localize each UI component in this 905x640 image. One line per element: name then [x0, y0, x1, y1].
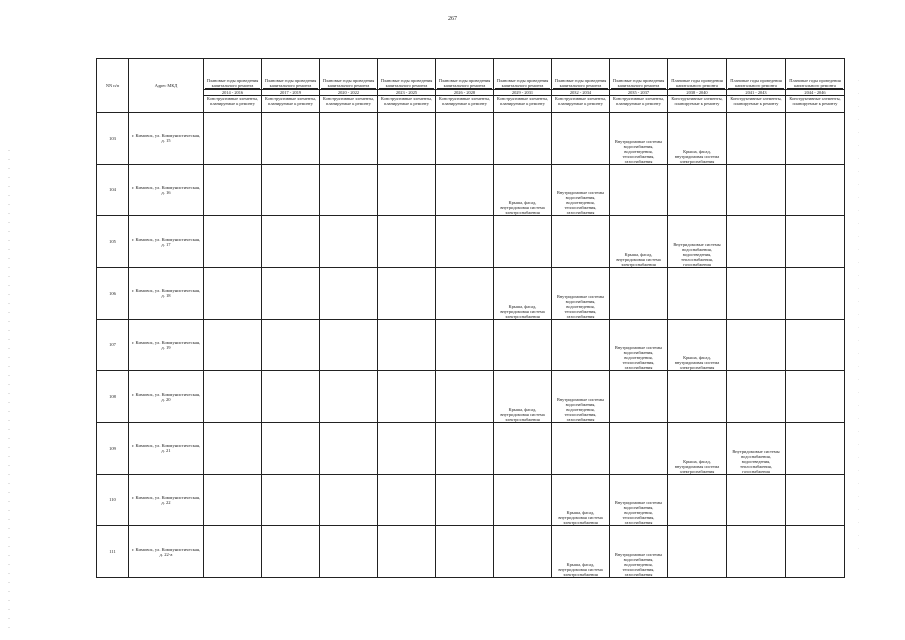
schedule-cell	[320, 216, 378, 268]
page-number: 267	[448, 16, 457, 22]
schedule-cell	[494, 526, 552, 578]
schedule-cell	[204, 526, 262, 578]
schedule-cell	[610, 422, 668, 474]
header-elements-caption: Конструктивные элементы, планируемые к ремонту	[378, 96, 436, 113]
schedule-cell	[436, 267, 494, 319]
row-address: г. Кимовск, ул. Коммунистическая, д. 21	[129, 422, 204, 474]
planned-work-text: Внутридомовые системы водоснабжения, водоотведения, теплоснабжения, газоснабжения	[556, 293, 605, 319]
header-period-years: 2014 - 2016	[204, 90, 262, 96]
schedule-cell	[552, 422, 610, 474]
schedule-cell	[262, 267, 320, 319]
planned-work-text: Крыша, фасад, внутридомовая система электроснабжения	[616, 251, 661, 267]
header-elements-caption: Конструктивные элементы, планируемые к ремонту	[204, 96, 262, 113]
schedule-cell	[204, 371, 262, 423]
table-row	[97, 216, 845, 268]
planned-work-text: Внутридомовые системы водоснабжения, водоотведения, теплоснабжения, газоснабжения	[614, 345, 663, 371]
schedule-cell	[668, 216, 727, 268]
schedule-cell	[262, 319, 320, 371]
schedule-cell	[204, 164, 262, 216]
row-address: г. Кимовск, ул. Коммунистическая, д. 22-а	[129, 526, 204, 578]
header-period-years: 2044 - 2046	[786, 90, 845, 96]
schedule-cell	[378, 526, 436, 578]
header-period-title	[786, 59, 845, 90]
schedule-cell	[727, 319, 786, 371]
header-period-title	[727, 59, 786, 90]
planned-work-text: Внутридомовые системы водоснабжения, водоотведения, теплоснабжения, газоснабжения	[556, 396, 605, 422]
schedule-cell	[436, 113, 494, 165]
schedule-cell	[436, 164, 494, 216]
header-period-years: 2035 - 2037	[610, 90, 668, 96]
row-number: 109	[97, 422, 129, 474]
schedule-cell	[786, 474, 845, 526]
schedule-cell	[320, 164, 378, 216]
schedule-cell	[668, 474, 727, 526]
header-period-years: 2041 - 2043	[727, 90, 786, 96]
schedule-cell	[320, 267, 378, 319]
schedule-cell	[204, 474, 262, 526]
schedule-cell	[378, 216, 436, 268]
schedule-cell	[494, 164, 552, 216]
schedule-cell	[378, 113, 436, 165]
header-period-title	[552, 59, 610, 90]
header-period-years: 2026 - 2028	[436, 90, 494, 96]
header-period-title-text: Плановые годы проведения капитального ремонта	[496, 77, 549, 88]
row-number: 110	[97, 474, 129, 526]
schedule-cell	[262, 474, 320, 526]
row-number: 106	[97, 267, 129, 319]
header-period-years: 2023 - 2025	[378, 90, 436, 96]
row-address: г. Кимовск, ул. Коммунистическая, д. 20	[129, 371, 204, 423]
repair-schedule-table	[96, 58, 845, 578]
schedule-cell	[204, 113, 262, 165]
schedule-cell	[320, 526, 378, 578]
schedule-cell	[668, 113, 727, 165]
scan-margin-specks	[8, 150, 10, 630]
header-period-title-text: Плановые годы проведения капитального ремонта	[728, 78, 784, 90]
schedule-cell	[436, 319, 494, 371]
planned-work-text: Крыша, фасад, внутридомовая система электроснабжения	[500, 303, 545, 319]
header-period-title-text: Плановые годы проведения капитального ремонта	[438, 77, 491, 88]
schedule-cell	[436, 474, 494, 526]
row-number: 103	[97, 113, 129, 165]
header-address: Адрес МКД	[129, 59, 204, 113]
schedule-cell	[727, 216, 786, 268]
header-elements-caption: Конструктивные элементы, планируемые к ремонту	[494, 96, 552, 113]
schedule-cell	[494, 267, 552, 319]
row-number: 107	[97, 319, 129, 371]
schedule-cell	[727, 371, 786, 423]
planned-work-text: Внутридомовые системы водоснабжения, водоотведения, теплоснабжения, газоснабжения	[732, 448, 780, 474]
header-period-years: 2032 - 2034	[552, 90, 610, 96]
schedule-cell	[610, 526, 668, 578]
row-number: 111	[97, 526, 129, 578]
header-period-title	[262, 59, 320, 90]
header-period-title-text: Плановые годы проведения капитального ремонта	[206, 77, 259, 88]
header-period-title-text: Плановые годы проведения капитального ремонта	[380, 77, 433, 88]
schedule-cell	[262, 164, 320, 216]
schedule-cell	[610, 474, 668, 526]
schedule-cell	[262, 526, 320, 578]
schedule-cell	[436, 422, 494, 474]
schedule-cell	[378, 319, 436, 371]
schedule-cell	[262, 371, 320, 423]
schedule-cell	[320, 422, 378, 474]
repair-schedule-sheet	[96, 58, 844, 577]
header-period-years: 2017 - 2019	[262, 90, 320, 96]
schedule-cell	[494, 422, 552, 474]
header-period-years: 2038 - 2040	[668, 90, 727, 96]
header-period-years: 2020 - 2022	[320, 90, 378, 96]
planned-work-text: Крыша, фасад, внутридомовая система электроснабжения	[500, 200, 545, 216]
schedule-cell	[378, 371, 436, 423]
schedule-cell	[320, 474, 378, 526]
table-row	[97, 319, 845, 371]
scan-margin-specks-right	[858, 80, 859, 560]
schedule-cell	[786, 526, 845, 578]
header-period-title	[668, 59, 727, 90]
schedule-cell	[786, 422, 845, 474]
schedule-cell	[727, 267, 786, 319]
table-row	[97, 526, 845, 578]
header-period-title	[204, 59, 262, 90]
header-period-title-text: Плановые годы проведения капитального ремонта	[554, 77, 607, 88]
header-period-title-text: Плановые годы проведения капитального ремонта	[322, 77, 375, 88]
schedule-cell	[552, 526, 610, 578]
schedule-cell	[262, 113, 320, 165]
schedule-cell	[552, 267, 610, 319]
schedule-cell	[552, 319, 610, 371]
schedule-cell	[378, 474, 436, 526]
schedule-cell	[436, 216, 494, 268]
table-row	[97, 164, 845, 216]
schedule-cell	[668, 371, 727, 423]
schedule-cell	[668, 422, 727, 474]
schedule-cell	[610, 113, 668, 165]
schedule-cell	[786, 164, 845, 216]
schedule-cell	[378, 422, 436, 474]
header-period-title-text: Плановые годы проведения капитального ремонта	[264, 77, 317, 88]
header-period-title	[320, 59, 378, 90]
schedule-cell	[494, 216, 552, 268]
header-period-title	[378, 59, 436, 90]
schedule-cell	[494, 371, 552, 423]
schedule-cell	[727, 164, 786, 216]
schedule-cell	[727, 474, 786, 526]
table-row	[97, 113, 845, 165]
schedule-cell	[610, 319, 668, 371]
schedule-cell	[668, 319, 727, 371]
planned-work-text: Внутридомовые системы водоснабжения, водоотведения, теплоснабжения, газоснабжения	[614, 138, 663, 164]
header-period-title-text: Плановые годы проведения капитального ремонта	[787, 78, 843, 90]
row-address: г. Кимовск, ул. Коммунистическая, д. 18	[129, 267, 204, 319]
table-row	[97, 267, 845, 319]
schedule-cell	[320, 371, 378, 423]
header-period-years: 2029 - 2031	[494, 90, 552, 96]
planned-work-text: Внутридомовые системы водоснабжения, водоотведения, теплоснабжения, газоснабжения	[673, 241, 721, 267]
schedule-cell	[552, 216, 610, 268]
schedule-cell	[204, 267, 262, 319]
schedule-cell	[727, 113, 786, 165]
header-elements-caption: Конструктивные элементы, планируемые к ремонту	[436, 96, 494, 113]
planned-work-text: Крыша, фасад, внутридомовая система электроснабжения	[500, 406, 545, 422]
schedule-cell	[610, 371, 668, 423]
schedule-cell	[378, 267, 436, 319]
schedule-cell	[610, 267, 668, 319]
table-row	[97, 422, 845, 474]
header-period-title	[494, 59, 552, 90]
schedule-cell	[436, 371, 494, 423]
header-elements-caption: Конструктивные элементы, планируемые к ремонту	[786, 96, 845, 113]
schedule-cell	[494, 474, 552, 526]
planned-work-text: Крыша, фасад, внутридомовая система электроснабжения	[558, 561, 603, 577]
schedule-cell	[552, 474, 610, 526]
planned-work-text: Внутридомовые системы водоснабжения, водоотведения, теплоснабжения, газоснабжения	[556, 190, 605, 216]
header-elements-caption: Конструктивные элементы, планируемые к ремонту	[610, 96, 668, 113]
header-elements-caption: Конструктивные элементы, планируемые к ремонту	[552, 96, 610, 113]
header-period-title	[436, 59, 494, 90]
schedule-cell	[668, 267, 727, 319]
schedule-cell	[320, 113, 378, 165]
schedule-cell	[552, 371, 610, 423]
header-period-title-text: Плановые годы проведения капитального ремонта	[612, 77, 665, 88]
schedule-cell	[786, 267, 845, 319]
schedule-cell	[786, 113, 845, 165]
schedule-cell	[320, 319, 378, 371]
row-number: 108	[97, 371, 129, 423]
row-address: г. Кимовск, ул. Коммунистическая, д. 17	[129, 216, 204, 268]
header-elements-caption: Конструктивные элементы, планируемые к ремонту	[320, 96, 378, 113]
planned-work-text: Внутридомовые системы водоснабжения, водоотведения, теплоснабжения, газоснабжения	[614, 551, 663, 577]
schedule-cell	[786, 216, 845, 268]
schedule-cell	[436, 526, 494, 578]
table-row	[97, 371, 845, 423]
schedule-cell	[786, 371, 845, 423]
schedule-cell	[727, 526, 786, 578]
schedule-cell	[494, 113, 552, 165]
row-address: г. Кимовск, ул. Коммунистическая, д. 19	[129, 319, 204, 371]
row-address: г. Кимовск, ул. Коммунистическая, д. 15	[129, 113, 204, 165]
header-elements-caption: Конструктивные элементы, планируемые к ремонту	[668, 96, 727, 113]
schedule-cell	[668, 164, 727, 216]
schedule-cell	[204, 422, 262, 474]
table-body	[97, 113, 845, 578]
header-number: NN п/п	[97, 59, 129, 113]
header-period-title-text: Плановые годы проведения капитального ремонта	[669, 78, 725, 90]
schedule-cell	[262, 422, 320, 474]
header-period-title	[610, 59, 668, 90]
schedule-cell	[610, 216, 668, 268]
schedule-cell	[552, 164, 610, 216]
schedule-cell	[204, 319, 262, 371]
schedule-cell	[668, 526, 727, 578]
schedule-cell	[262, 216, 320, 268]
schedule-cell	[494, 319, 552, 371]
schedule-cell	[204, 216, 262, 268]
planned-work-text: Крыша, фасад, внутридомовая система электроснабжения	[558, 510, 603, 526]
schedule-cell	[610, 164, 668, 216]
row-number: 104	[97, 164, 129, 216]
table-row	[97, 474, 845, 526]
schedule-cell	[727, 422, 786, 474]
row-address: г. Кимовск, ул. Коммунистическая, д. 16	[129, 164, 204, 216]
schedule-cell	[786, 319, 845, 371]
planned-work-text: Крыша, фасад, внутридомовая система электроснабжения	[674, 148, 720, 164]
header-elements-caption: Конструктивные элементы, планируемые к ремонту	[727, 96, 786, 113]
row-number: 105	[97, 216, 129, 268]
planned-work-text: Крыша, фасад, внутридомовая система электроснабжения	[674, 458, 720, 474]
planned-work-text: Внутридомовые системы водоснабжения, водоотведения, теплоснабжения, газоснабжения	[614, 500, 663, 526]
row-address: г. Кимовск, ул. Коммунистическая, д. 22	[129, 474, 204, 526]
schedule-cell	[378, 164, 436, 216]
planned-work-text: Крыша, фасад, внутридомовая система электроснабжения	[674, 355, 720, 371]
header-elements-caption: Конструктивные элементы, планируемые к ремонту	[262, 96, 320, 113]
schedule-cell	[552, 113, 610, 165]
table-header	[97, 59, 845, 113]
